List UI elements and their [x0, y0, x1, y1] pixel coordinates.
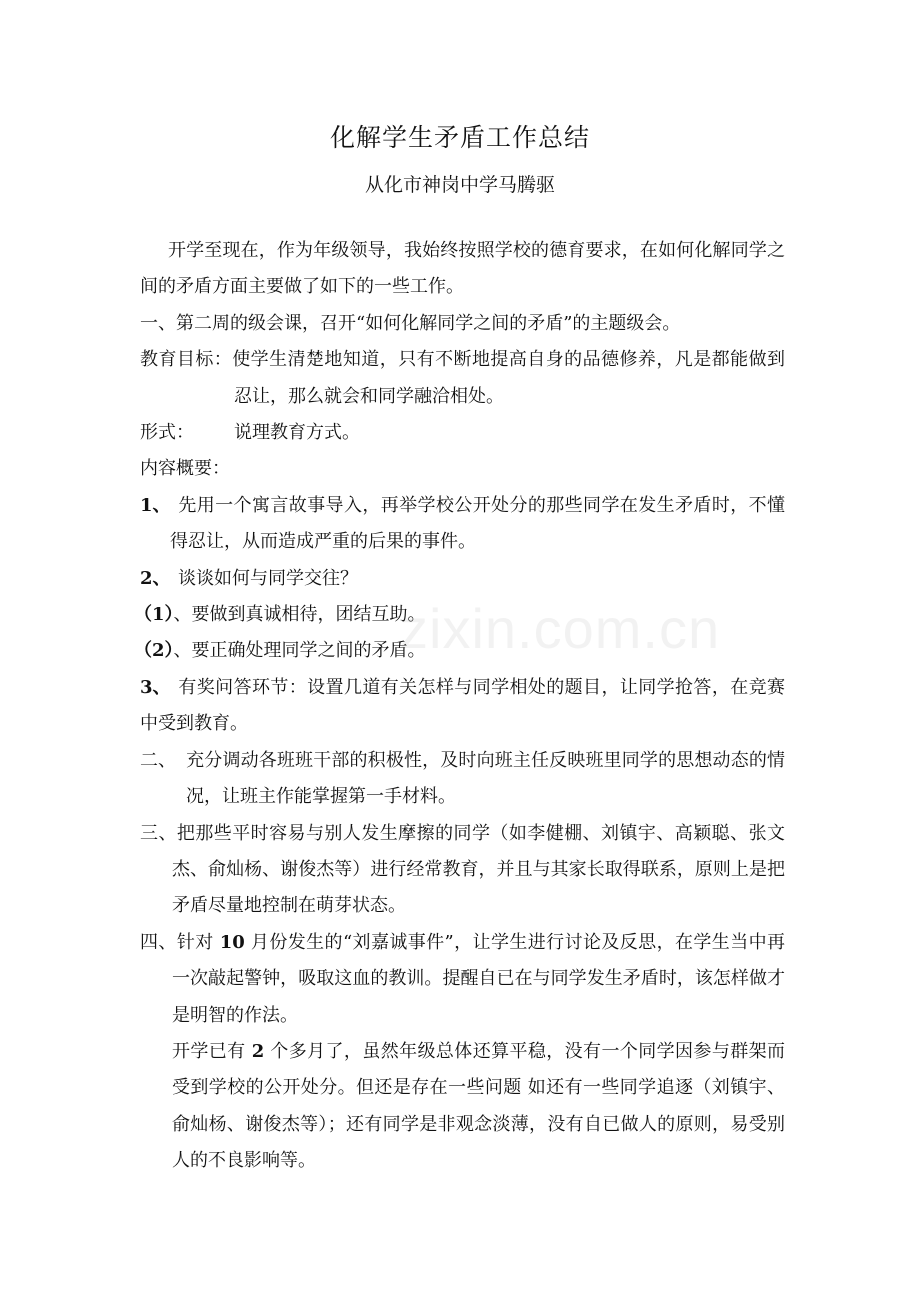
item-2-2-number: （2）	[134, 640, 174, 662]
item-2-1-text: 、要做到真诚相待，团结互助。	[173, 604, 426, 626]
document-title: 化解学生矛盾工作总结	[329, 123, 590, 152]
goal-label: 教育目标：	[140, 349, 233, 371]
content-item-3	[140, 670, 785, 743]
education-goal	[140, 342, 785, 415]
closing-pre: 开学已有	[172, 1040, 252, 1062]
watermark-text: zixin.com.cn	[400, 597, 721, 660]
item-2-text: 谈谈如何与同学交往？	[178, 567, 358, 589]
closing-count: 2	[251, 1040, 265, 1062]
item-3-text: 有奖问答环节：设置几道有关怎样与同学相处的题目，让同学抢答，在竞赛中受到教育。	[140, 676, 785, 735]
content-item-1	[140, 488, 785, 561]
item-2-number: 2、	[140, 567, 171, 589]
section-3-text: 把那些平时容易与别人发生摩擦的同学（如李健棚、刘镇宇、高颖聪、张文杰、俞灿杨、谢俊杰等）进行经常教育，并且与其家长取得联系，原则上是把矛盾尽量地控制在萌芽状态。	[172, 822, 786, 917]
intro-paragraph: 开学至现在，作为年级领导，我始终按照学校的德育要求，在如何化解同学之间的矛盾方面主要做了如下的一些工作。	[140, 240, 785, 298]
content-item-2	[140, 561, 785, 597]
section-3-number: 三、	[140, 822, 177, 844]
item-2-2-text: 、要正确处理同学之间的矛盾。	[173, 640, 426, 662]
document-body	[134, 233, 786, 1180]
content-item-2-1	[134, 597, 785, 633]
section-4-month: 10	[219, 931, 245, 953]
form-label: 形式：	[140, 422, 194, 444]
item-3-number: 3、	[140, 676, 171, 698]
document-subtitle: 从化市神岗中学马腾驱	[364, 174, 555, 196]
content-item-2-2	[134, 633, 785, 669]
form-line	[140, 415, 785, 451]
section-4-text: 月份发生的“刘嘉诚事件”，让学生进行讨论及反思，在学生当中再一次敲起警钟，吸取这血的教训。提醒自已在与同学发生矛盾时，该怎样做才是明智的作法。	[172, 931, 786, 1026]
goal-text: 使学生清楚地知道，只有不断地提高自身的品德修养，凡是都能做到忍让，那么就会和同学融洽相处。	[232, 349, 786, 407]
section-4-number: 四、	[140, 931, 177, 953]
form-text: 说理教育方式。	[234, 422, 360, 444]
section-4	[140, 925, 785, 1034]
item-1-number: 1、	[140, 494, 171, 516]
section-2-text: 充分调动各班班干部的积极性，及时向班主任反映班里同学的思想动态的情况，让班主作能掌握第一手材料。	[186, 749, 785, 808]
section-1: 一、第二周的级会课，召开“如何化解同学之间的矛盾”的主题级会。	[140, 312, 681, 334]
section-2-number: 二、	[140, 749, 176, 771]
closing-text: 个多月了，虽然年级总体还算平稳，没有一个同学因参与群架而受到学校的公开处分。但还是存在一些问题 如还有一些同学追逐（刘镇宇、俞灿杨、谢俊杰等）；还有同学是非观念淡薄，没有自已做人的原则，易受别人的不良影响等。	[172, 1040, 785, 1172]
content-summary-label: 内容概要：	[140, 458, 230, 480]
section-3	[140, 816, 785, 925]
item-1-text: 先用一个寓言故事导入，再举学校公开处分的那些同学在发生矛盾时，不懂得忍让，从而造成严重的后果的事件。	[170, 494, 785, 553]
closing-paragraph	[140, 1034, 785, 1180]
section-2	[140, 743, 785, 816]
item-2-1-number: （1）	[134, 604, 174, 626]
section-4-pre: 针对	[176, 931, 220, 953]
